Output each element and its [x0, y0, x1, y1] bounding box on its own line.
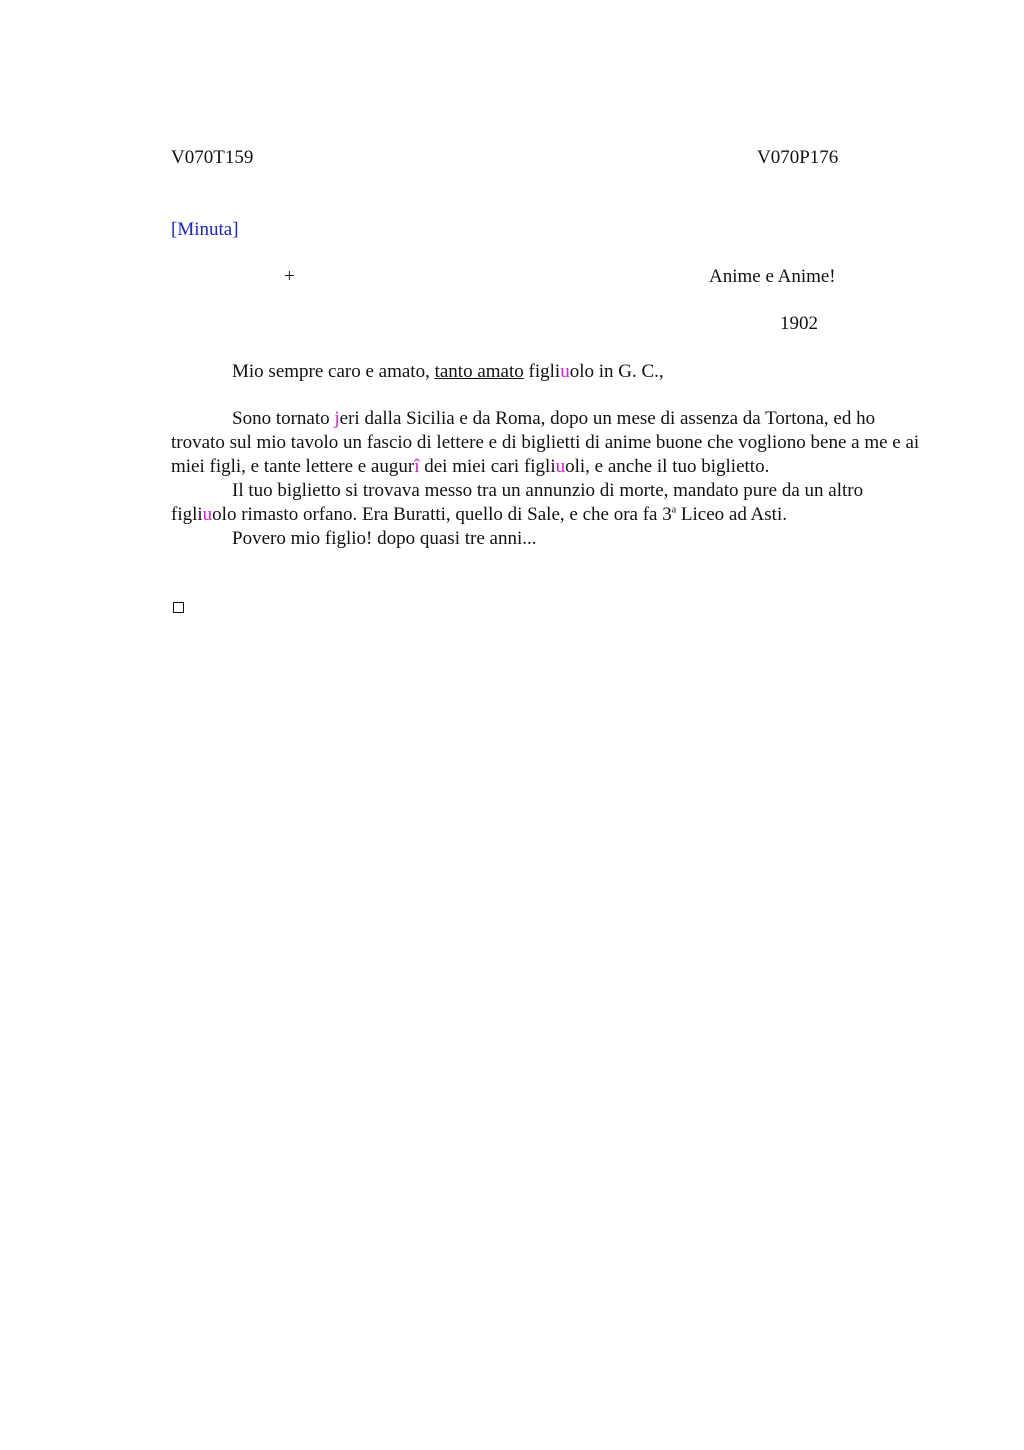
document-code-left: V070T159 [171, 147, 254, 168]
paragraph-text: eri dalla Sicilia e da Roma, dopo un mese di assenza da Tortona, ed ho trovato sul mio tavolo un fascio di lettere e di biglietti di anime buone che vogliono bene a me e ai miei figli, e tante lettere e augur [171, 408, 920, 477]
draft-note: [Minuta] [171, 219, 239, 240]
salutation-text: Mio sempre caro e amato, [232, 361, 435, 382]
highlighted-letter: u [202, 504, 213, 525]
paragraph-text: olo rimasto orfano. Era Buratti, quello di Sale, e che ora fa 3 [212, 504, 672, 525]
highlighted-letter: u [560, 361, 570, 382]
salutation-text: figli [523, 361, 561, 382]
salutation [232, 360, 664, 384]
highlighted-letter: î [414, 456, 420, 477]
paragraph [171, 479, 931, 527]
cross-mark: + [284, 266, 295, 287]
letter-body [171, 407, 931, 551]
document-code-right: V070P176 [757, 147, 839, 168]
paragraph [171, 527, 931, 551]
superscript: a [671, 504, 677, 516]
salutation-text: olo in G. C., [569, 361, 664, 382]
paragraph [171, 407, 931, 479]
end-square-icon [173, 602, 184, 613]
paragraph-text: oli, e anche il tuo biglietto. [565, 456, 770, 477]
letter-year: 1902 [780, 313, 818, 334]
paragraph-text: Il tuo biglietto si trovava messo tra un annunzio di morte, mandato pure da un altro figli [171, 480, 864, 525]
highlighted-letter: j [334, 408, 340, 429]
salutation-underlined: tanto amato [434, 361, 524, 382]
paragraph-text: Sono tornato [232, 408, 335, 429]
paragraph-text: Povero mio figlio! dopo quasi tre anni... [232, 528, 537, 549]
highlighted-letter: u [555, 456, 566, 477]
motto: Anime e Anime! [709, 266, 836, 287]
paragraph-text: dei miei cari figli [419, 456, 556, 477]
paragraph-text: Liceo ad Asti. [676, 504, 787, 525]
